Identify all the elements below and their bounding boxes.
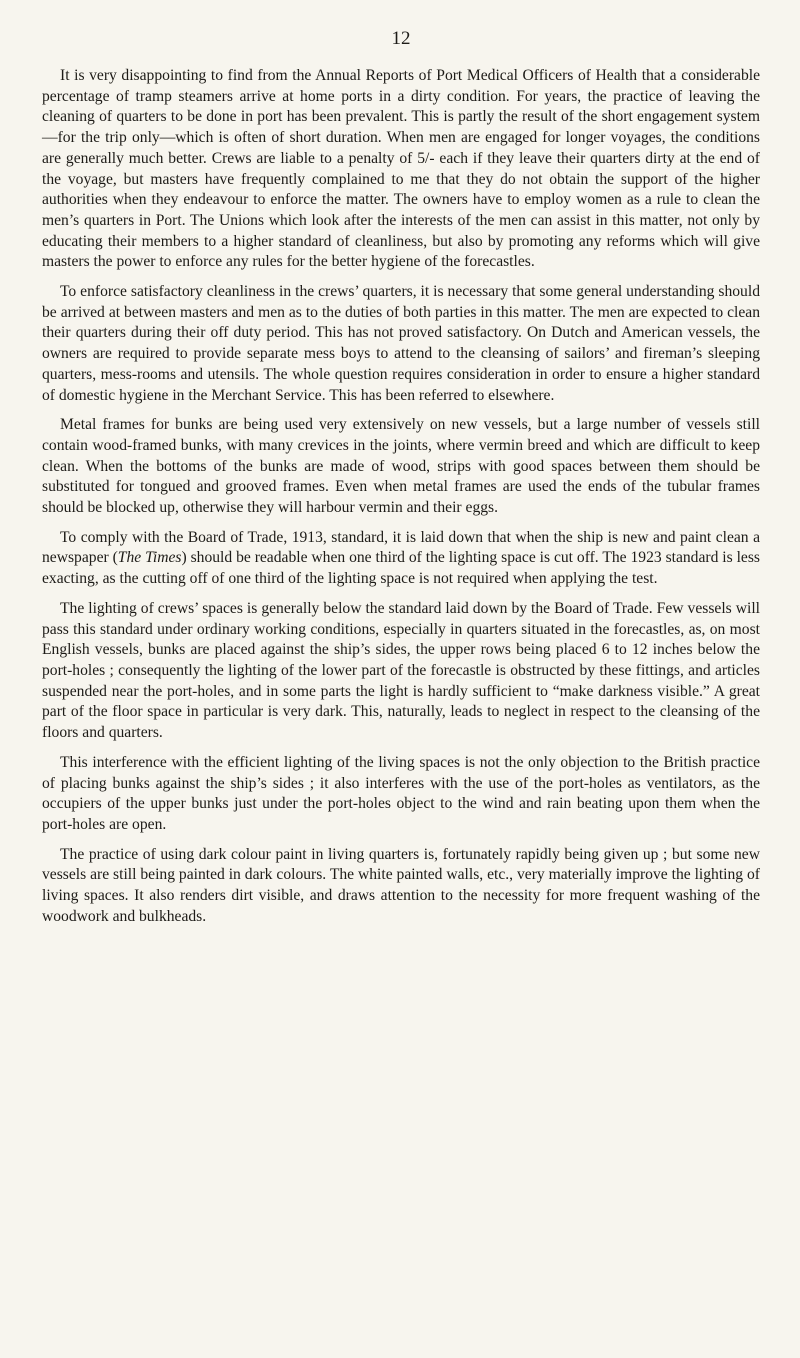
paragraph-tramp-steamers: It is very disappointing to find from the Annual Reports of Port Medical Officers of Health that a considerable percentage of tramp steamers arrive at home ports in a dirty condition. For years, the practice of leaving the cleaning of quarters to be done in port has been prevalent. This is partly the result of the short engagement system—for the trip only—which is often of short duration. When men are engaged for longer voyages, the conditions are generally much better. Crews are liable to a penalty of 5/- each if they leave their quarters dirty at the end of the voyage, but masters have frequently complained to me that they do not obtain the support of the higher authorities when they endeavour to enforce the matter. The owners have to employ women as a rule to clean the men’s quarters in Port. The Unions which look after the interests of the men can assist in this matter, not only by educating their members to a higher standard of cleanliness, but also by promoting any reforms which will give masters the power to enforce any rules for the better hygiene of the forecastles. [42,67,760,271]
newspaper-title: The Times [117,549,182,567]
paragraph-interference: This interference with the efficient lighting of the living spaces is not the only objection to the British practice of placing bunks against the ship’s sides ; it also interferes with the use of the port-holes as ventilators, as the occupiers of the upper bunks just under the port-holes object to the wind and rain beating upon them when the port-holes are open. [42,753,760,833]
paragraph-paint: The practice of using dark colour paint in living quarters is, fortunately rapidly being given up ; but some new vessels are still being painted in dark colours. The white painted walls, etc., very materially improve the lighting of living spaces. It also renders dirt visible, and draws attention to the necessity for more frequent washing of the woodwork and bulkheads. [42,845,760,925]
paragraph-lighting: The lighting of crews’ spaces is generally below the standard laid down by the Board of Trade. Few vessels will pass this standard under ordinary working conditions, especially in quarters situated in the forecastles, as, on most English vessels, bunks are placed against the ship’s sides, the upper rows being placed 6 to 12 inches below the port-holes ; consequently the lighting of the lower part of the forecastle is obstructed by these fittings, and articles suspended near the port-holes, and in some parts the light is hardly sufficient to “make darkness visible.” A great part of the floor space in particular is very dark. This, naturally, leads to neglect in respect to the cleansing of the floors and quarters. [42,599,760,742]
paragraph-board-of-trade-after: ) should be readable when one third of the lighting space is cut off. The 1923 standard is less exacting, as the cutting off of one third of the lighting space is not required when applying the test. [42,549,760,588]
paragraph-metal-frames: Metal frames for bunks are being used very extensively on new vessels, but a large number of vessels still contain wood-framed bunks, with many crevices in the joints, where vermin breed and which are difficult to keep clean. When the bottoms of the bunks are made of wood, strips with good spaces between them should be substituted for tongued and grooved frames. Even when metal frames are used the ends of the tubular frames should be blocked up, otherwise they will harbour vermin and their eggs. [42,416,760,517]
paragraph-board-of-trade-before: To comply with the Board of Trade, 1913, standard, it is laid down that when the ship is new and paint clean a newspaper ( [42,528,760,567]
page-number: 12 [391,28,411,49]
paragraph-cleanliness: To enforce satisfactory cleanliness in the crews’ quarters, it is necessary that some general understanding should be arrived at between masters and men as to the duties of both parties in this matter. The men are expected to clean their quarters during their off duty period. This has not proved satisfactory. On Dutch and American vessels, the owners are required to provide separate mess boys to attend to the cleansing of sailors’ and fireman’s sleeping quarters, mess-rooms and utensils. The whole question requires consideration in order to ensure a higher standard of domestic hygiene in the Merchant Service. This has been referred to elsewhere. [42,283,760,404]
paragraph-board-of-trade [42,528,760,590]
